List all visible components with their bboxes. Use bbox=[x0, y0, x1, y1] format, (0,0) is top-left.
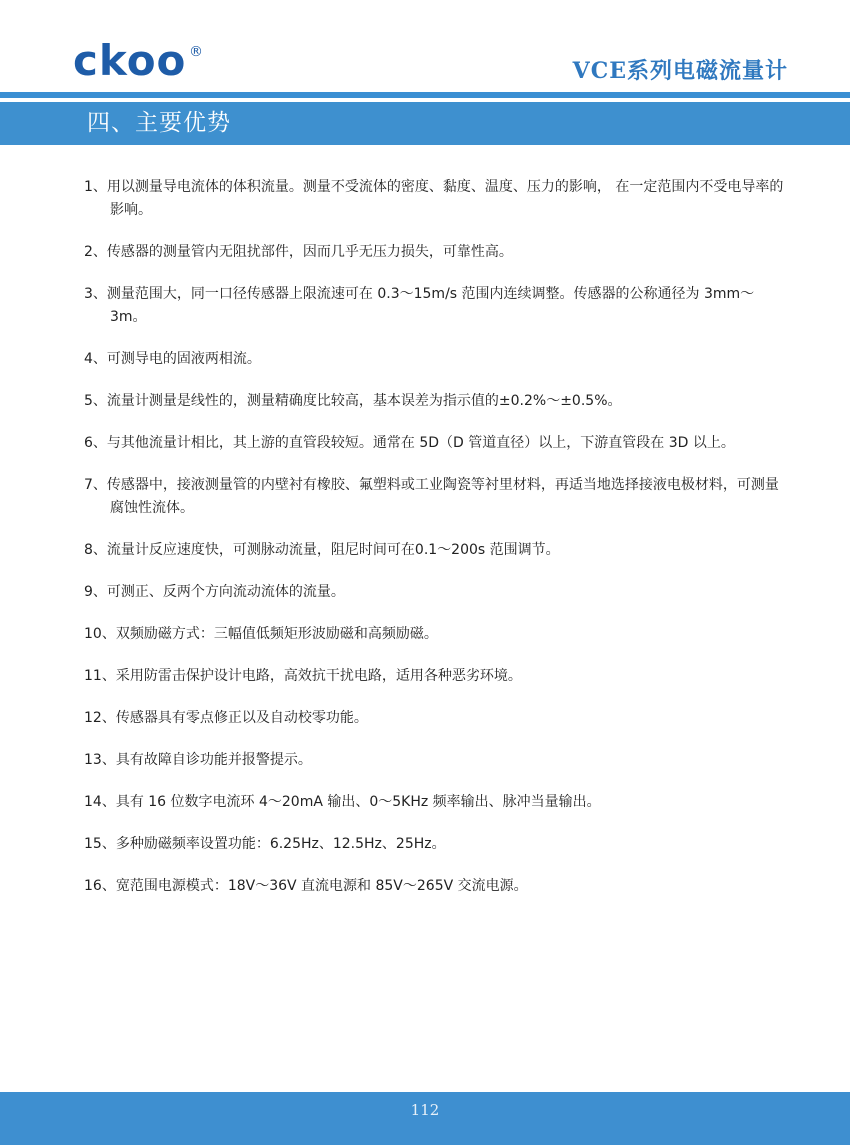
list-item: 3、测量范围大，同一口径传感器上限流速可在 0.3～15m/s 范围内连续调整。传感器的公称通径为 3mm～3m。 bbox=[84, 286, 755, 325]
list-item: 1、用以测量导电流体的体积流量。测量不受流体的密度、黏度、温度、压力的影响， 在一定范围内不受电导率的影响。 bbox=[84, 179, 784, 218]
list-item: 6、与其他流量计相比，其上游的直管段较短。通常在 5D（D 管道直径）以上，下游直管段在 3D 以上。 bbox=[84, 435, 735, 451]
ckoo-logo: ckoo bbox=[73, 36, 187, 85]
list-item: 11、采用防雷击保护设计电路，高效抗干扰电路，适用各种恶劣环境。 bbox=[84, 668, 522, 684]
list-item: 7、传感器中，接液测量管的内壁衬有橡胶、氟塑料或工业陶瓷等衬里材料，再适当地选择接液电极材料，可测量腐蚀性流体。 bbox=[84, 477, 779, 516]
list-item: 4、可测导电的固液两相流。 bbox=[84, 351, 261, 367]
advantages-list bbox=[84, 176, 784, 917]
registered-mark: ® bbox=[189, 44, 203, 60]
list-item: 12、传感器具有零点修正以及自动校零功能。 bbox=[84, 710, 368, 726]
list-item: 16、宽范围电源模式：18V～36V 直流电源和 85V～265V 交流电源。 bbox=[84, 878, 528, 894]
list-item: 14、具有 16 位数字电流环 4～20mA 输出、0～5KHz 频率输出、脉冲当量输出。 bbox=[84, 794, 601, 810]
page-number: 112 bbox=[410, 1101, 440, 1119]
list-item: 8、流量计反应速度快，可测脉动流量，阻尼时间可在0.1～200s 范围调节。 bbox=[84, 542, 560, 558]
page-header bbox=[0, 0, 850, 95]
list-item: 9、可测正、反两个方向流动流体的流量。 bbox=[84, 584, 345, 600]
list-item: 10、双频励磁方式：三幅值低频矩形波励磁和高频励磁。 bbox=[84, 626, 438, 642]
list-item: 2、传感器的测量管内无阻扰部件，因而几乎无压力损失，可靠性高。 bbox=[84, 244, 513, 260]
list-item: 5、流量计测量是线性的，测量精确度比较高，基本误差为指示值的±0.2%～±0.5%。 bbox=[84, 393, 622, 409]
section-title: 四、主要优势 bbox=[87, 110, 231, 136]
document-title: VCE系列电磁流量计 bbox=[572, 58, 788, 84]
list-item: 13、具有故障自诊功能并报警提示。 bbox=[84, 752, 312, 768]
header-divider bbox=[0, 92, 850, 98]
list-item: 15、多种励磁频率设置功能：6.25Hz、12.5Hz、25Hz。 bbox=[84, 836, 446, 852]
